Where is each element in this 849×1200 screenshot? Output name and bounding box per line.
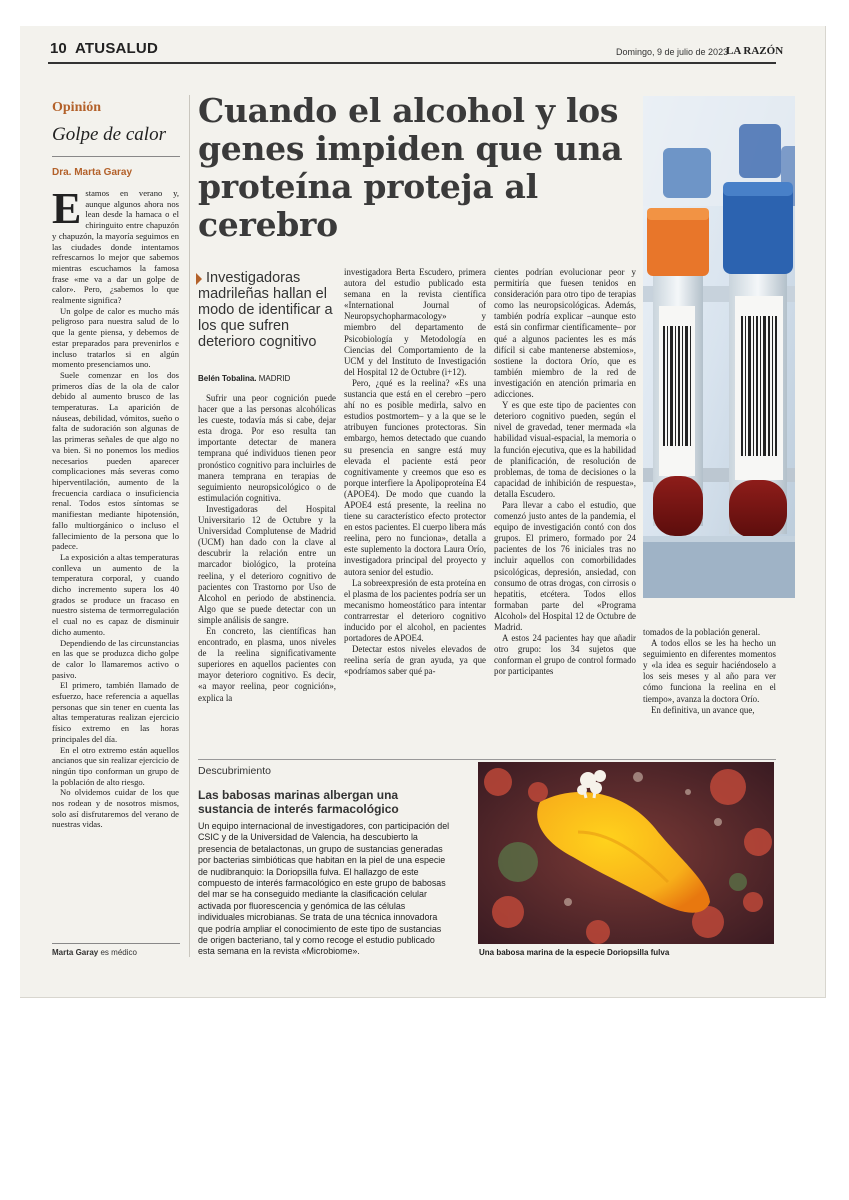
opinion-paragraph: En el otro extremo están aquellos ancianos que sin realizar ejercicio de ningún tipo conforman un grupo de la población de alto riesgo. — [52, 744, 179, 787]
box-body: Un equipo internacional de investigadores, con participación del CSIC y de la Universidad de Valencia, ha descubierto la presencia de betalactonas, un grupo de sustancias generadas por bacterias simbióticas que habitan en la piel de una especie de nudibranquio: la Doriopsilla fulva. El hallazgo de este compuesto de interés farmacológico en este grupo de babosas del mar se ha conseguido mediante la clasificación celular activada por fluorescencia y genómica de las células individuales microbianas. Se trata de una técnica innovadora que podría ampliar el conocimiento de este tipo de sustancias de origen bacteriano, tal y como recoge el estudio publicado esta semana en la revista «Microbiome». — [198, 821, 450, 957]
article-paragraph: A estos 24 pacientes hay que añadir otro grupo: los 34 sujetos que conforman el grupo de control formado por participantes — [494, 633, 636, 677]
article-headline: Cuando el alcohol y los genes impiden que una proteína proteja al cerebro — [198, 91, 623, 244]
byline-location: MADRID — [258, 374, 291, 383]
article-column-3 — [494, 267, 636, 677]
opinion-rule — [52, 156, 180, 157]
article-paragraph: Investigadoras del Hospital Universitario 12 de Octubre y la Universidad Complutense de Madrid (UCM) han dado con la clave al descubrir la relación entre un marcador biológico, la proteína reelina, y el deterioro cognitivo de pacientes con Trastorno por Uso de Alcohol en periodo de abstinencia. Algo que se puede detectar con un simple análisis de sangre. — [198, 503, 336, 625]
drop-cap: E — [52, 184, 82, 233]
article-paragraph: Pero, ¿qué es la reelina? «Es una sustancia que está en el cerebro –pero ahí no es posible medirla, salvo en estudios postmortem– y a la que se le atribuyen funciones protectoras. Sin embargo, hemos detectado que cuando su presencia en sangre está muy elevada el paciente está peor cognitivamente y creemos que eso es porque interfiere la Apolipoproteína E4 (APOE4). De modo que cuando la APOE4 está presente, la reelina no tiene su característico efecto protector en estos pacientes. El cuerpo libera más reelina, pero no funciona», detalla a este suplemento la doctora Laura Orío, investigadora principal del proyecto y autora senior del estudio. — [344, 377, 486, 577]
opinion-body — [52, 184, 179, 830]
article-paragraph: cientes podrían evolucionar peor y permitiría que fuesen tenidos en consideración para otro tipo de terapias como las neuropsicológicas. Además, también podría explicar –aunque esto está sin confirmar científicamente– por qué a algunos pacientes les es más difícil si cabe mantenerse abstemios», sostiene la doctora Orío, que es también miembro de la red de investigación en atención primaria en adicciones. — [494, 267, 636, 400]
article-paragraph: Sufrir una peor cognición puede hacer que a las personas alcohólicas les cueste, todavía más si cabe, dejar esta droga. Por eso resulta tan importante detectar de manera temprana qué individuos tienen peor pronóstico cognitivo para incluirles de manera temprana en terapias de seguimiento neuropsicológico o de estimulación cognitiva. — [198, 393, 336, 503]
article-paragraph: En concreto, las científicas han encontrado, en plasma, unos niveles de la reelina significativamente superiores en aquellos pacientes con mayor deterioro cognitivo. Es decir, «a mayor reelina, peor cognición», explica la — [198, 625, 336, 703]
section-name: ATUSALUD — [75, 40, 158, 57]
article-column-2 — [344, 267, 486, 677]
sea-slug-photo — [478, 762, 774, 944]
opinion-paragraph: Un golpe de calor es mucho más peligroso para nuestra salud de lo que la gente piensa, y debemos de estar preparados para prevenirlos e incluso tratarlos si en algún momento presenciamos uno. — [52, 305, 179, 370]
article-paragraph: investigadora Berta Escudero, primera autora del estudio publicado esta semana en la revista científica «International Journal of Neuropsychopharmacology» y miembro del departamento de Psicobiología y Metodología en Ciencias del Comportamiento de la UCM y del Instituto de Investigación del Hospital 12 de Octubre (i+12). — [344, 267, 486, 377]
article-paragraph: Detectar estos niveles elevados de reelina sería de gran ayuda, ya que «podríamos saber qué pa- — [344, 644, 486, 677]
opinion-footer-name: Marta Garay — [52, 948, 99, 957]
box-top-rule — [198, 759, 776, 760]
byline-author: Belén Tobalina. — [198, 374, 257, 383]
opinion-footer — [52, 948, 137, 957]
opinion-paragraph: Dependiendo de las circunstancias en las que se produzca dicho golpe de calor lo llamaremos activo o pasivo. — [52, 637, 179, 680]
opinion-paragraph: La exposición a altas temperaturas conlleva un aumento de la temperatura corporal, y cuando dicho incremento supera los 40 grados se produce un fracaso en nuestro sistema de termorregulación el cual no es capaz de disminuir dicho aumento. — [52, 551, 179, 637]
newspaper-name: LA RAZÓN — [726, 45, 784, 57]
article-paragraph: En definitiva, un avance que, — [651, 704, 755, 715]
article-byline — [198, 374, 290, 383]
issue-date: Domingo, 9 de julio de 2023 — [616, 47, 729, 57]
opinion-paragraph: Suele comenzar en los dos primeros días de la ola de calor debido al aumento brusco de las temperaturas. La aparición de náuseas, debilidad, vómitos, sueño o falta de sudoración son algunas de las primeras señales de que algo no va bien. Si no ponemos los medios necesarios pueden aparecer complicaciones más severas como hiperventilación, aumento de la frecuencia cardiaca o insuficiencia renal. Todos estos síntomas se manifiestan mediante hipotensión, fallo multiorgánico o incluso el fallecimiento de la persona que lo padece. — [52, 369, 179, 552]
opinion-paragraph: El primero, también llamado de esfuerzo, hace referencia a aquellas personas que sin tener en cuenta las altas temperaturas realizan ejercicio físico extremo en las horas principales del día. — [52, 680, 179, 744]
header-rule — [48, 62, 776, 64]
article-paragraph: A todos ellos se les ha hecho un seguimiento en diferentes momentos y «la idea es seguir haciéndoselo a los seis meses y al año para ver cómo funciona la reelina en el tiempo», avanza la doctora Orío. — [643, 638, 776, 704]
opinion-column-title: Golpe de calor — [52, 124, 166, 145]
article-paragraph: Para llevar a cabo el estudio, que comenzó justo antes de la pandemia, el equipo de investigación contó con dos grupos. El primero, formado por 24 pacientes de los 76 iniciales tras no incluir aquellos con comorbilidades psicológicas, depresión, ansiedad, con consumo de otras drogas, con cirrosis o hepatitis, etcétera. Todos ellos formaban parte del «Programa Alcohol» del Hospital 12 de Octubre de Madrid. — [494, 499, 636, 632]
article-paragraph: La sobreexpresión de esta proteína en el plasma de los pacientes podría ser un mecanismo homeostático para intentar contrarrestar el deterioro cognitivo inducido por el alcohol, en pacientes portadores de APOE4. — [344, 577, 486, 644]
box-label: Descubrimiento — [198, 765, 271, 777]
opinion-paragraph: Estamos en verano y, aunque algunos ahora nos lean desde la hamaca o el chiringuito entre chapuzón y chapuzón, la mayoría seguimos en las ciudades donde intentamos refrescarnos lo mejor que sabemos mientras escuchamos la famosa frase «me va a dar un golpe de calor». Pero, ¿sabemos lo que realmente significa? — [52, 184, 179, 306]
box-title: Las babosas marinas albergan una sustancia de interés farmacológico — [198, 788, 399, 816]
opinion-author: Dra. Marta Garay — [52, 167, 133, 178]
opinion-footer-rule — [52, 943, 180, 944]
test-tubes-photo — [643, 96, 795, 598]
article-paragraph: tomados de la población general. — [643, 627, 761, 637]
photo-caption: Una babosa marina de la especie Doriopsilla fulva — [479, 948, 670, 957]
opinion-footer-role: es médico — [100, 948, 137, 957]
opinion-label: Opinión — [52, 100, 102, 115]
article-column-4 — [643, 627, 776, 716]
article-paragraph: Y es que este tipo de pacientes con deterioro cognitivo pueden, según el nivel de gravedad, tener mermada «la habilidad visual-espacial, la memoria o la función ejecutiva, que es la habilidad de planificación, de resolución de problemas, de toma de decisiones o la capacidad de inhibición de respuesta», detalla Escudero. — [494, 400, 636, 499]
opinion-paragraph: No olvidemos cuidar de los que nos rodean y de nosotros mismos, solo así disfrutaremos del verano de nuestras vidas. — [52, 787, 179, 830]
column-divider — [189, 95, 190, 957]
article-deck: Investigadoras madrileñas hallan el modo de identificar a los que sufren deterioro cognitivo — [198, 270, 333, 350]
page-number: 10 — [50, 40, 67, 57]
article-column-1 — [198, 393, 336, 704]
